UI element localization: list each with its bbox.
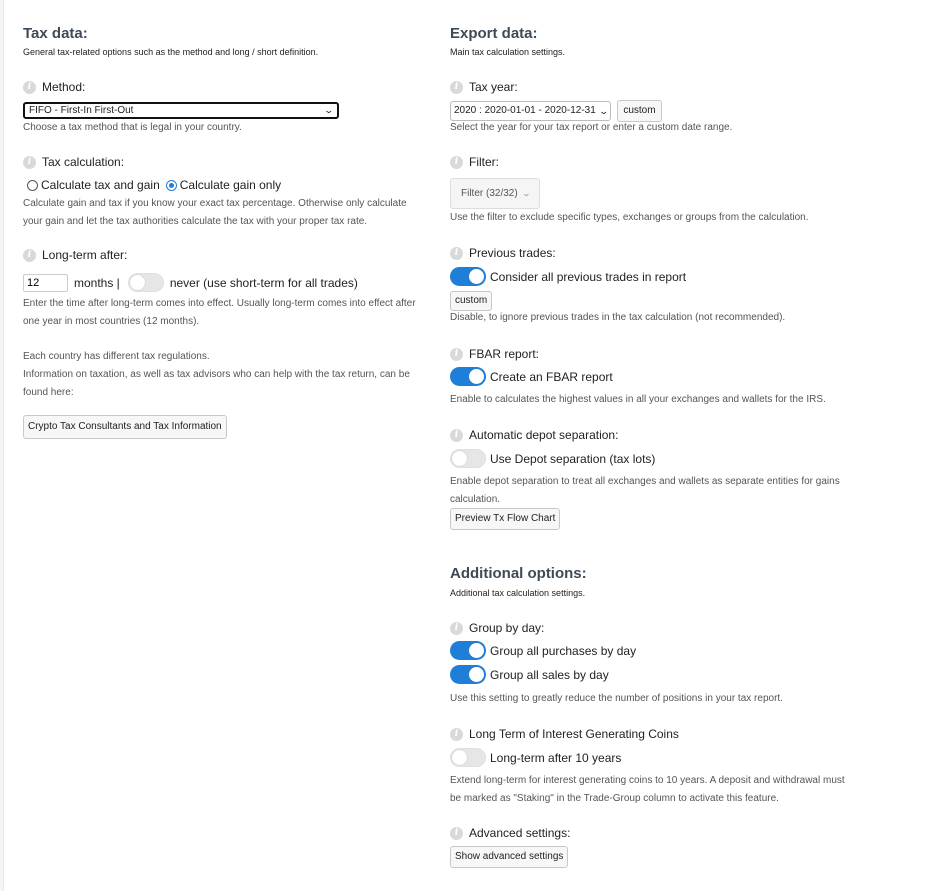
interest-toggle[interactable] bbox=[450, 748, 486, 767]
fbar-help: Enable to calculates the highest values in all your exchanges and wallets for the IRS. bbox=[450, 394, 826, 405]
show-advanced-settings-button[interactable]: Show advanced settings bbox=[450, 846, 568, 868]
depot-label: i Automatic depot separation: bbox=[450, 428, 618, 442]
tax-year-select[interactable]: 2020 : 2020-01-01 - 2020-12-31 ⌄ bbox=[450, 101, 611, 121]
depot-help: Enable depot separation to treat all exchanges and wallets as separate entities for gains calculation. bbox=[450, 476, 840, 505]
previous-trades-label: i Previous trades: bbox=[450, 246, 556, 260]
tax-data-subtitle: General tax-related options such as the method and long / short definition. bbox=[23, 47, 319, 57]
depot-toggle[interactable] bbox=[450, 449, 486, 468]
previous-trades-row: Consider all previous trades in report bbox=[450, 267, 686, 286]
advanced-settings-label: i Advanced settings: bbox=[450, 826, 570, 840]
interest-row: Long-term after 10 years bbox=[450, 748, 621, 767]
group-by-day-label: i Group by day: bbox=[450, 621, 544, 635]
additional-options-title: Additional options: bbox=[450, 565, 587, 582]
radio-calculate-tax-and-gain[interactable] bbox=[27, 180, 38, 191]
chevron-down-icon: ⌄ bbox=[323, 105, 335, 115]
chevron-down-icon: ⌄ bbox=[598, 106, 609, 116]
info-icon[interactable]: i bbox=[450, 728, 463, 741]
fbar-toggle[interactable] bbox=[450, 367, 486, 386]
info-icon[interactable]: i bbox=[23, 156, 36, 169]
filter-label: i Filter: bbox=[450, 155, 499, 169]
previous-trades-help: Disable, to ignore previous trades in the tax calculation (not recommended). bbox=[450, 312, 786, 323]
radio-calculate-gain-only[interactable] bbox=[166, 180, 177, 191]
interest-label: i Long Term of Interest Generating Coins bbox=[450, 727, 679, 741]
previous-trades-custom-button[interactable]: custom bbox=[450, 291, 492, 311]
group-sales-toggle[interactable] bbox=[450, 665, 486, 684]
tax-year-label: i Tax year: bbox=[450, 80, 518, 94]
export-data-subtitle: Main tax calculation settings. bbox=[450, 47, 566, 57]
method-help: Choose a tax method that is legal in your country. bbox=[23, 122, 242, 133]
tax-year-help: Select the year for your tax report or enter a custom date range. bbox=[450, 122, 733, 133]
info-icon[interactable]: i bbox=[450, 247, 463, 260]
info-icon[interactable]: i bbox=[450, 827, 463, 840]
months-unit: months | bbox=[74, 275, 120, 290]
long-term-label: i Long-term after: bbox=[23, 248, 127, 262]
long-term-help: Enter the time after long-term comes into effect. Usually long-term comes into effect after one year in most countries (12 months). bbox=[23, 298, 416, 327]
filter-help: Use the filter to exclude specific types, exchanges or groups from the calculation. bbox=[450, 212, 809, 223]
fbar-label: i FBAR report: bbox=[450, 347, 539, 361]
tax-data-title: Tax data: bbox=[23, 25, 88, 42]
group-purchases-toggle[interactable] bbox=[450, 641, 486, 660]
tax-calculation-label: i Tax calculation: bbox=[23, 155, 124, 169]
info-icon[interactable]: i bbox=[23, 81, 36, 94]
chevron-down-icon: ⌄ bbox=[521, 188, 531, 198]
fbar-row: Create an FBAR report bbox=[450, 367, 613, 386]
filter-button[interactable]: Filter (32/32) ⌄ bbox=[450, 178, 540, 209]
long-term-row: 12 months | never (use short-term for all trades) bbox=[23, 273, 358, 292]
group-purchases-row: Group all purchases by day bbox=[450, 641, 636, 660]
tax-calculation-help: Calculate gain and tax if you know your exact tax percentage. Otherwise only calculate your gain and let the tax authorities calculate the tax with your proper tax rate. bbox=[23, 198, 407, 227]
info-icon[interactable]: i bbox=[23, 249, 36, 262]
method-label: i Method: bbox=[23, 80, 85, 94]
tax-consultants-button[interactable]: Crypto Tax Consultants and Tax Information bbox=[23, 415, 227, 439]
previous-trades-toggle[interactable] bbox=[450, 267, 486, 286]
group-by-day-help: Use this setting to greatly reduce the number of positions in your tax report. bbox=[450, 693, 783, 704]
group-sales-row: Group all sales by day bbox=[450, 665, 609, 684]
export-data-title: Export data: bbox=[450, 25, 538, 42]
never-toggle[interactable] bbox=[128, 273, 164, 292]
left-edge-border bbox=[0, 0, 4, 891]
country-info-line1: Each country has different tax regulations. bbox=[23, 351, 210, 362]
tax-calculation-options: Calculate tax and gain Calculate gain only bbox=[27, 178, 281, 192]
info-icon[interactable]: i bbox=[450, 156, 463, 169]
additional-options-subtitle: Additional tax calculation settings. bbox=[450, 588, 586, 598]
interest-help: Extend long-term for interest generating coins to 10 years. A deposit and withdrawal must be marked as "Staking" in the Trade-Group column to activate this feature. bbox=[450, 775, 845, 804]
info-icon[interactable]: i bbox=[450, 81, 463, 94]
info-icon[interactable]: i bbox=[450, 348, 463, 361]
info-icon[interactable]: i bbox=[450, 622, 463, 635]
long-term-months-input[interactable] bbox=[23, 274, 68, 292]
tax-year-custom-button[interactable]: custom bbox=[617, 100, 661, 122]
preview-flow-chart-button[interactable]: Preview Tx Flow Chart bbox=[450, 508, 560, 530]
depot-row: Use Depot separation (tax lots) bbox=[450, 449, 655, 468]
method-select[interactable]: FIFO - First-In First-Out ⌄ bbox=[23, 102, 339, 119]
info-icon[interactable]: i bbox=[450, 429, 463, 442]
country-info-line2: Information on taxation, as well as tax advisors who can help with the tax return, can be found here: bbox=[23, 369, 410, 398]
